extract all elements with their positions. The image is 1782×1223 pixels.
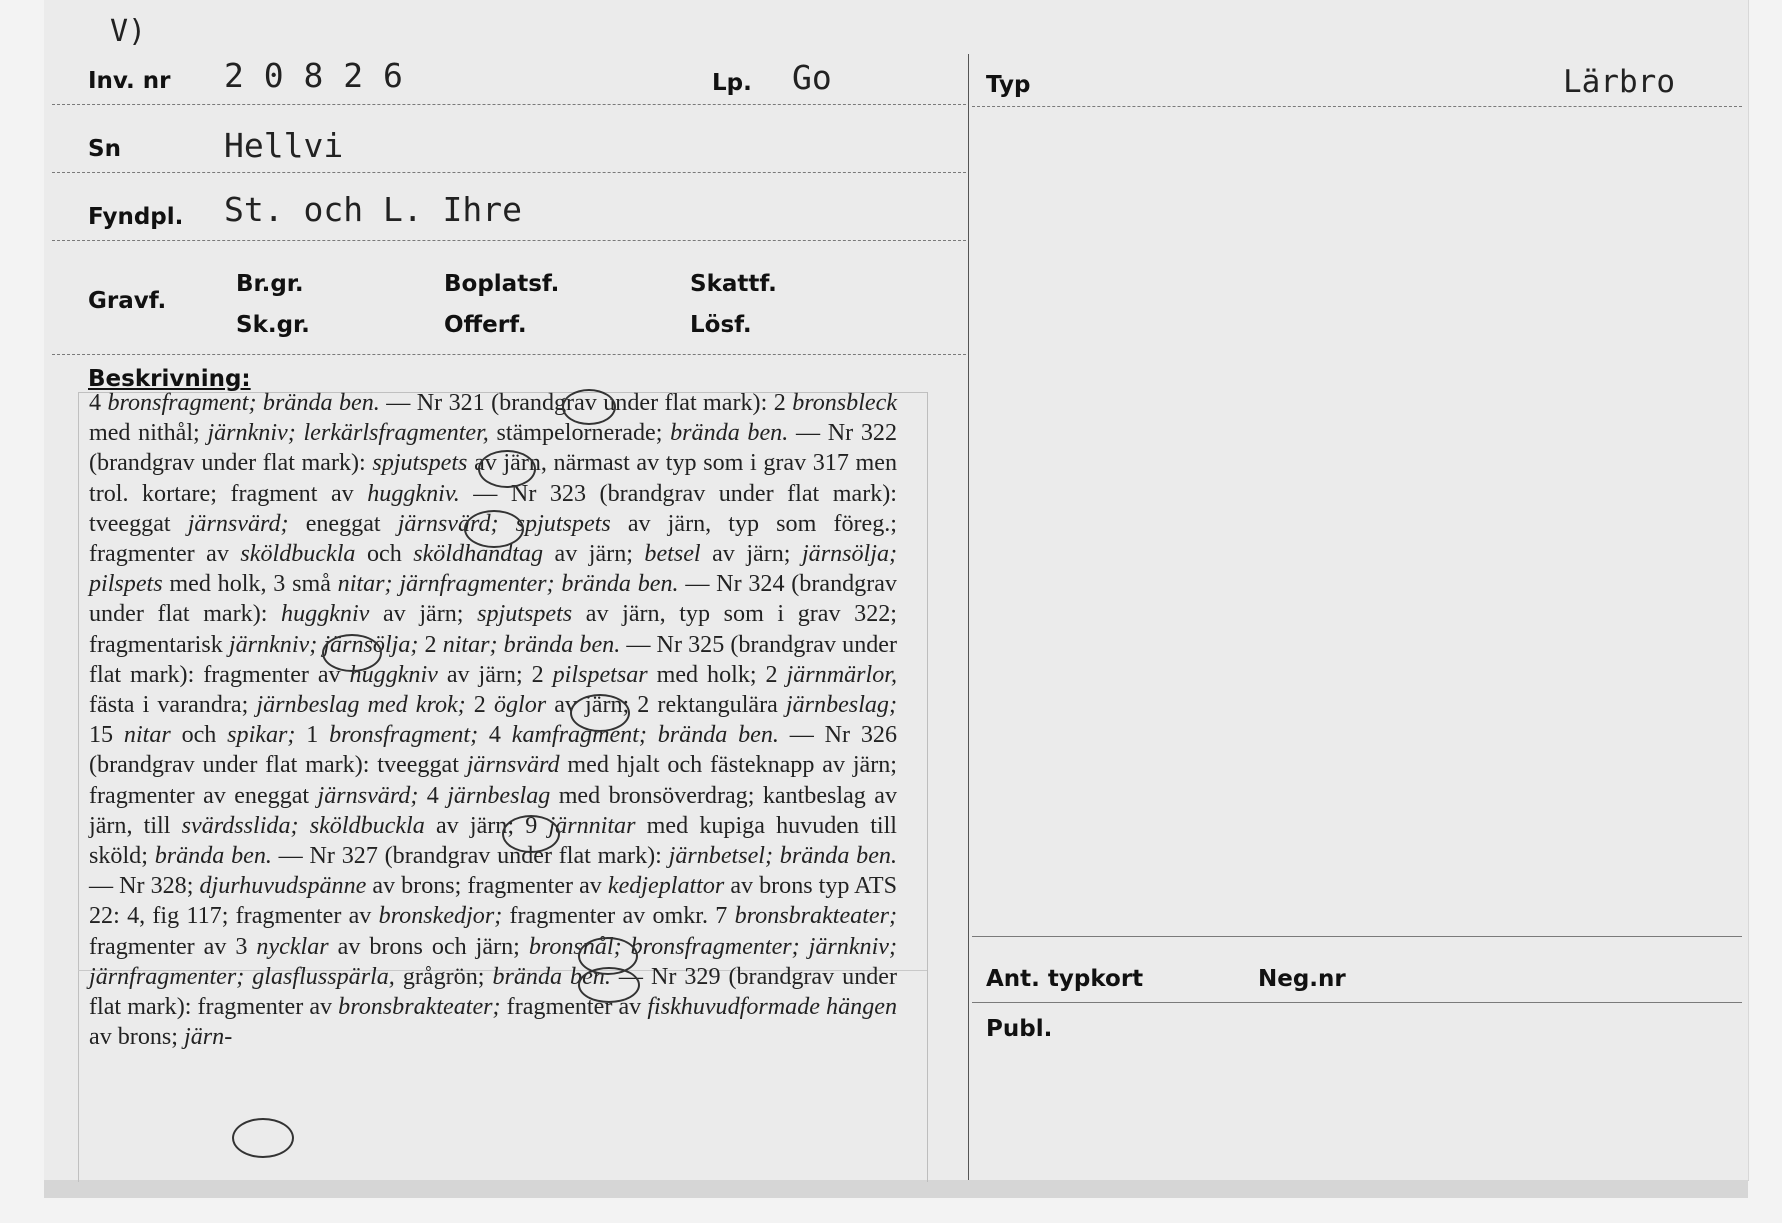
description-segment: med nithål; [89, 420, 208, 447]
skgr-label: Sk.gr. [236, 312, 310, 338]
circle-322 [478, 450, 536, 488]
description-segment: och [355, 541, 414, 568]
description-segment: av järn; 9 [424, 812, 549, 839]
find-term: järnsölja; pilspets [89, 541, 898, 598]
description-segment: — Nr 325 (brandgrav under flat mark): fragmenter av [89, 631, 898, 688]
rule-sn [52, 172, 966, 173]
pasted-slip-left [78, 392, 79, 1182]
find-term: järnsvärd [466, 752, 560, 779]
find-term: bronsnål; bronsfragmenter; järnkniv; järnfragmenter; glasflusspärla, [89, 933, 897, 990]
description-segment: av järn, typ som föreg.; fragmenter av [89, 510, 898, 568]
find-term: järnbeslag; [785, 692, 897, 719]
find-term: fiskhuvudformade hängen [647, 994, 897, 1021]
description-segment: med holk, 3 små [162, 571, 338, 598]
circle-328 [578, 967, 640, 1003]
description-segment: 15 [89, 722, 124, 749]
circle-326 [502, 815, 560, 853]
find-term: järnsvärd; [187, 510, 289, 537]
find-term: järnbetsel; brända ben. [668, 843, 897, 870]
description-segment: — Nr 324 (brandgrav under flat mark): [89, 571, 897, 628]
inv-nr-label: Inv. nr [88, 68, 171, 94]
rule-right-upper [972, 936, 1742, 937]
description-segment: — Nr 327 (brandgrav under flat mark): [271, 843, 669, 870]
description-segment: 4 [418, 782, 448, 809]
find-term: järnkniv; järnsölja; [228, 631, 419, 658]
ant-typkort-label: Ant. typkort [986, 966, 1144, 992]
fyndpl-label: Fyndpl. [88, 204, 184, 230]
card-shadow [44, 1180, 1748, 1198]
find-term: sköldhandtag [413, 541, 544, 568]
description-text [89, 388, 897, 1052]
pasted-slip-right [927, 392, 928, 1182]
find-term: nitar; brända ben. [442, 631, 621, 658]
corner-mark: V) [110, 14, 147, 49]
rule-right-lower [972, 1002, 1742, 1003]
find-term: betsel [644, 541, 701, 568]
vertical-divider [968, 54, 969, 1180]
find-term: bronsfragment; brända ben. [107, 390, 380, 416]
find-term: öglor [493, 692, 547, 719]
rule-typ [972, 106, 1742, 107]
description-segment: fragmenter av omkr. 7 [502, 903, 735, 930]
find-term: huggkniv [349, 661, 438, 688]
find-term: spikar; [227, 722, 296, 749]
find-term: kedjeplattor [607, 873, 725, 900]
find-term: spjutspets [477, 601, 573, 628]
description-segment: eneggat [288, 510, 398, 537]
find-term: bronsbrakteater; [338, 994, 501, 1021]
description-segment: grågrön; [394, 963, 493, 990]
find-term: kamfragment; brända ben. [511, 722, 779, 749]
find-term: järnsvärd; [317, 782, 419, 809]
description-segment: — Nr 326 (brandgrav under flat mark): tveeggat [89, 722, 898, 779]
description-segment: av järn; [543, 541, 645, 568]
description-segment: med kupiga huvuden till sköld; [89, 812, 898, 870]
circle-325 [570, 694, 630, 732]
description-segment: 4 [89, 390, 108, 416]
rule-gravf [52, 354, 966, 355]
find-term: järn- [184, 1024, 233, 1051]
find-term: brända ben. [670, 420, 789, 447]
description-segment: av brons; [89, 1024, 185, 1051]
description-segment: av järn; 2 [437, 661, 553, 688]
description-segment: av järn, närmast av typ som i grav 317 men trol. kortare; fragment av [89, 450, 897, 507]
find-term: bronskedjor; [378, 903, 503, 930]
description-segment: — Nr 328; [89, 873, 200, 900]
description-segment: av järn, typ som i grav 322; fragmentarisk [89, 601, 897, 658]
rule-inv [52, 104, 966, 105]
description-segment: fragmenter av 3 [89, 933, 257, 960]
description-segment: av järn; 2 rektangulära [546, 692, 786, 719]
description-segment: — Nr 321 (brandgrav under flat mark): 2 [379, 390, 793, 416]
find-term: svärdsslida; sköldbuckla [181, 812, 425, 839]
find-term: huggkniv. [367, 480, 460, 507]
description-segment: med bronsöverdrag; kantbeslag av järn, till [89, 782, 897, 839]
sn-label: Sn [88, 136, 121, 162]
description-segment: 2 [418, 631, 443, 658]
description-segment: av järn; [700, 541, 802, 568]
find-term: huggkniv [281, 601, 370, 628]
find-term: brända ben. [492, 963, 611, 990]
find-term: bronsbrakteater; [734, 903, 898, 930]
description-paragraph [89, 388, 897, 1052]
find-term: järnnitar [548, 812, 636, 839]
description-segment: 4 [478, 722, 512, 749]
find-term: pilspetsar [552, 661, 648, 688]
description-segment: — Nr 329 (brandgrav under flat mark): fragmenter av [89, 963, 898, 1021]
brgr-label: Br.gr. [236, 271, 304, 297]
circle-323 [464, 510, 524, 548]
find-term: spjutspets [372, 450, 468, 477]
description-segment: av brons och järn; [328, 933, 529, 960]
publ-label: Publ. [986, 1016, 1053, 1042]
find-term: bronsfragment; [329, 722, 479, 749]
find-term: nitar; järnfragmenter; brända ben. [337, 571, 679, 598]
inv-nr-value: 2 0 8 2 6 [224, 56, 403, 95]
find-term: sköldbuckla [240, 541, 356, 568]
fyndpl-value: St. och L. Ihre [224, 190, 523, 229]
description-segment: 1 [295, 722, 330, 749]
find-term: järnsvärd; spjutspets [397, 510, 611, 537]
rule-fyndpl [52, 240, 966, 241]
skattf-label: Skattf. [690, 271, 777, 297]
gravf-label: Gravf. [88, 288, 167, 314]
find-term: brända ben. [154, 843, 272, 870]
description-segment: av järn; [369, 601, 478, 628]
find-term: nitar [123, 722, 171, 749]
description-segment: av brons; fragmenter av [366, 873, 608, 900]
negnr-label: Neg.nr [1258, 966, 1346, 992]
sn-value: Hellvi [224, 126, 344, 165]
description-segment: 2 [465, 692, 494, 719]
description-segment: — Nr 322 (brandgrav under flat mark): [89, 420, 897, 477]
circle-324 [322, 634, 382, 672]
offerf-label: Offerf. [444, 312, 527, 338]
description-segment: fästa i varandra; [89, 692, 257, 719]
losf-label: Lösf. [690, 312, 752, 338]
find-term: järnkniv; lerkärlsfragmenter, [207, 420, 489, 447]
find-term: djurhuvudspänne [199, 873, 367, 900]
description-segment: stämpelornerade; [488, 420, 671, 447]
circle-321 [562, 389, 616, 425]
description-segment: — Nr 323 (brandgrav under flat mark): tveeggat [89, 480, 898, 537]
description-segment: av brons typ ATS 22: 4, fig 117; fragmenter av [89, 873, 898, 930]
find-term: järnmärlor, [786, 661, 897, 688]
typ-label: Typ [986, 72, 1031, 98]
lp-label: Lp. [712, 70, 752, 96]
description-segment: och [170, 722, 228, 749]
description-segment: med holk; 2 [647, 661, 787, 688]
find-term: nycklar [256, 933, 329, 960]
find-term: bronsbleck [792, 390, 898, 416]
find-term: järnbeslag [447, 782, 551, 809]
typ-value: Lärbro [1563, 64, 1675, 100]
find-term: järnbeslag med krok; [256, 692, 466, 719]
description-segment: fragmenter av [500, 994, 648, 1021]
description-segment: med hjalt och fästeknapp av järn; fragmenter av eneggat [89, 752, 897, 809]
circle-329 [232, 1118, 294, 1158]
beskrivning-label: Beskrivning: [88, 366, 251, 392]
lp-value: Go [792, 58, 832, 97]
boplatsf-label: Boplatsf. [444, 271, 560, 297]
